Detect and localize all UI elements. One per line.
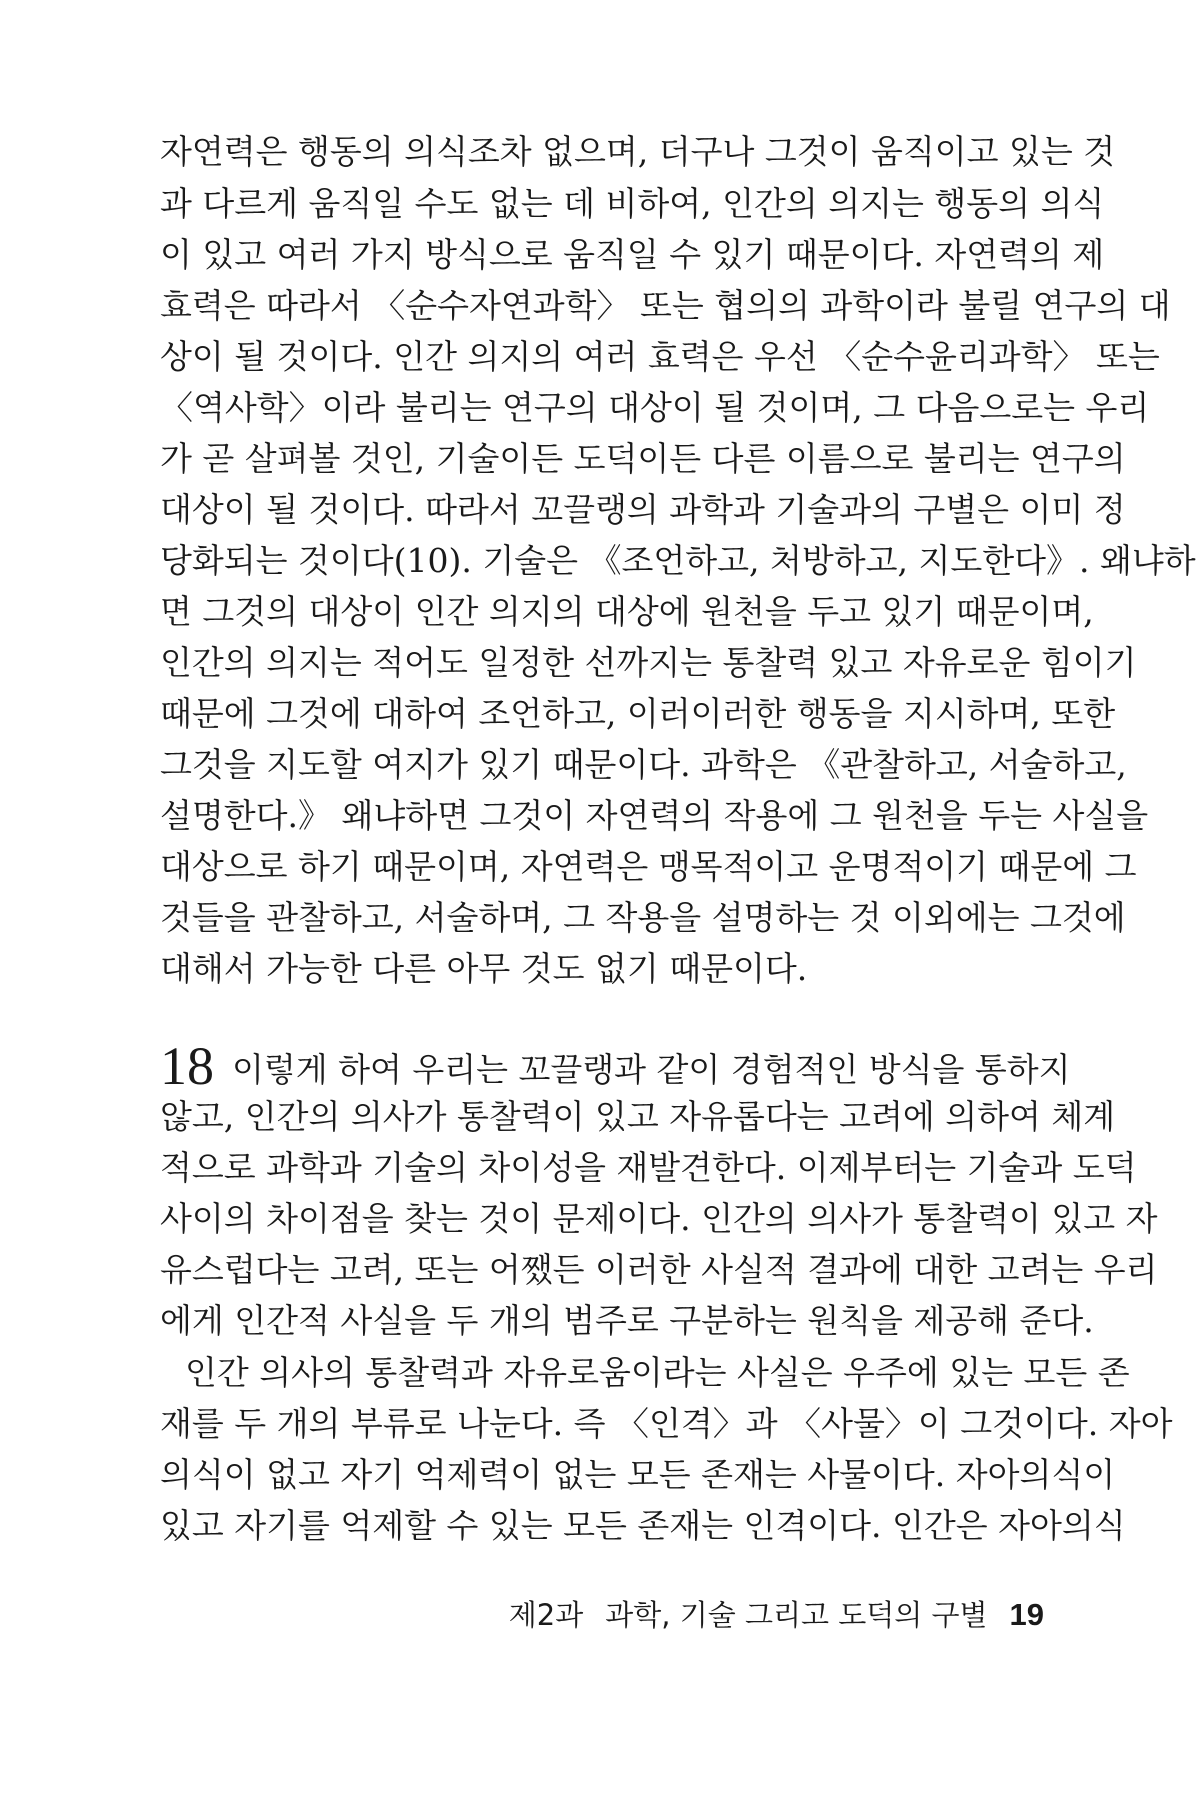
text-line: 에게 인간적 사실을 두 개의 범주로 구분하는 원칙을 제공해 준다. — [160, 1301, 1094, 1340]
text-line: 유스럽다는 고려, 또는 어쨌든 이러한 사실적 결과에 대한 고려는 우리 — [160, 1250, 1158, 1289]
text-line: 것들을 관찰하고, 서술하며, 그 작용을 설명하는 것 이외에는 그것에 — [160, 898, 1126, 937]
text-line: 사이의 차이점을 찾는 것이 문제이다. 인간의 의사가 통찰력이 있고 자 — [160, 1199, 1158, 1238]
text-line: 대상이 될 것이다. 따라서 꼬끌랭의 과학과 기술과의 구별은 이미 정 — [160, 490, 1126, 529]
text-line: 설명한다.》 왜냐하면 그것이 자연력의 작용에 그 원천을 두는 사실을 — [160, 796, 1149, 835]
text-line: 의식이 없고 자기 억제력이 없는 모든 존재는 사물이다. 자아의식이 — [160, 1455, 1116, 1494]
text-line: 인간의 의지는 적어도 일정한 선까지는 통찰력 있고 자유로운 힘이기 — [160, 643, 1137, 682]
text-line: 〈역사학〉이라 불리는 연구의 대상이 될 것이며, 그 다음으로는 우리 — [160, 388, 1150, 427]
text-line: 때문에 그것에 대하여 조언하고, 이러이러한 행동을 지시하며, 또한 — [160, 694, 1116, 733]
text-line: 당화되는 것이다(10). 기술은 《조언하고, 처방하고, 지도한다》. 왜냐하 — [160, 541, 1196, 580]
text-line: 이 있고 여러 가지 방식으로 움직일 수 있기 때문이다. 자연력의 제 — [160, 235, 1105, 274]
section-first-line — [160, 1036, 1071, 1096]
section-number: 18 — [160, 1036, 214, 1096]
text-line: 그것을 지도할 여지가 있기 때문이다. 과학은 《관찰하고, 서술하고, — [160, 745, 1127, 784]
text-line: 가 곧 살펴볼 것인, 기술이든 도덕이든 다른 이름으로 불리는 연구의 — [160, 439, 1126, 478]
text-line: 과 다르게 움직일 수도 없는 데 비하여, 인간의 의지는 행동의 의식 — [160, 184, 1105, 223]
text-line: 대상으로 하기 때문이며, 자연력은 맹목적이고 운명적이기 때문에 그 — [160, 847, 1137, 886]
chapter-label: 제2과 — [508, 1598, 584, 1632]
page-number: 19 — [1009, 1597, 1044, 1632]
section-first-line-text: 이렇게 하여 우리는 꼬끌랭과 같이 경험적인 방식을 통하지 — [232, 1050, 1071, 1089]
text-line: 효력은 따라서 〈순수자연과학〉 또는 협의의 과학이라 불릴 연구의 대 — [160, 286, 1171, 325]
text-line: 재를 두 개의 부류로 나눈다. 즉 〈인격〉과 〈사물〉이 그것이다. 자아 — [160, 1404, 1173, 1443]
text-line: 상이 될 것이다. 인간 의지의 여러 효력은 우선 〈순수윤리과학〉 또는 — [160, 337, 1160, 376]
text-line: 않고, 인간의 의사가 통찰력이 있고 자유롭다는 고려에 의하여 체계 — [160, 1097, 1116, 1136]
text-line: 인간 의사의 통찰력과 자유로움이라는 사실은 우주에 있는 모든 존 — [185, 1353, 1130, 1392]
text-line: 있고 자기를 억제할 수 있는 모든 존재는 인격이다. 인간은 자아의식 — [160, 1506, 1126, 1545]
text-line: 대해서 가능한 다른 아무 것도 없기 때문이다. — [160, 949, 808, 988]
chapter-title: 과학, 기술 그리고 도덕의 구별 — [605, 1598, 988, 1632]
text-line: 적으로 과학과 기술의 차이성을 재발견한다. 이제부터는 기술과 도덕 — [160, 1148, 1137, 1187]
text-line: 면 그것의 대상이 인간 의지의 대상에 원천을 두고 있기 때문이며, — [160, 592, 1094, 631]
text-line: 자연력은 행동의 의식조차 없으며, 더구나 그것이 움직이고 있는 것 — [160, 132, 1116, 171]
running-footer — [509, 1595, 1044, 1635]
